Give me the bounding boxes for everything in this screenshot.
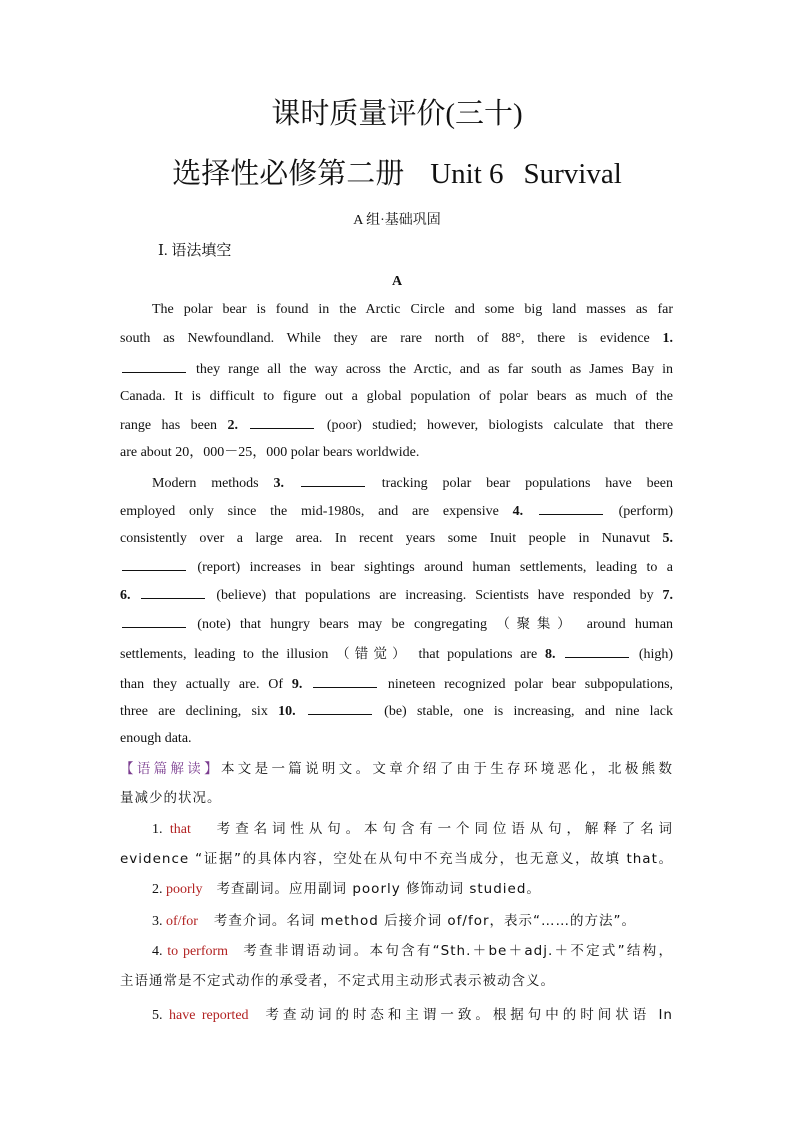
subtitle-book: 选择性必修第二册 xyxy=(172,158,405,190)
blank-4[interactable] xyxy=(539,500,603,515)
passage-line: three are declining, six 10. (be) stable, one is increasing, and nine lack xyxy=(120,700,673,723)
blank-10[interactable] xyxy=(308,700,372,715)
answer-text: poorly xyxy=(166,882,203,897)
passage-line: Modern methods 3. tracking polar bear populations have been xyxy=(120,472,673,495)
passage-line: are about 20，000－25，000 polar bears worldwide. xyxy=(120,445,420,460)
passage-line: than they actually are. Of 9. nineteen recognized polar bear subpopulations, xyxy=(120,673,673,696)
answer-item: 3. of/for 考查介词。名词 method 后接介词 of/for，表示“……的方法”。 xyxy=(152,913,637,929)
passage-line: south as Newfoundland. While they are rare north of 88°, there is evidence 1. xyxy=(120,331,673,346)
passage-line: (note) that hungry bears may be congregating （聚集） around human xyxy=(120,613,673,636)
passage-line: 6. (believe) that populations are increasing. Scientists have responded by 7. xyxy=(120,584,673,607)
blank-3[interactable] xyxy=(301,472,365,487)
page-title: 课时质量评价(三十) xyxy=(271,98,523,130)
blank-1[interactable] xyxy=(122,358,186,373)
analysis-tag: 【语篇解读】 xyxy=(120,761,221,777)
answer-item: 4. to perform 考查非谓语动词。本句含有“Sth.＋be＋adj.＋不定式”结构， xyxy=(152,943,673,959)
blank-9[interactable] xyxy=(313,673,377,688)
analysis-line: 【语篇解读】本文是一篇说明文。文章介绍了由于生存环境恶化，北极熊数 xyxy=(120,761,673,777)
answer-text: to perform xyxy=(167,944,229,959)
passage-line: range has been 2. (poor) studied; however, biologists calculate that there xyxy=(120,414,673,437)
blank-7[interactable] xyxy=(122,613,186,628)
subtitle-unit: Unit 6 xyxy=(430,158,504,190)
answer-item: 1. that 考查名词性从句。本句含有一个同位语从句，解释了名词 xyxy=(152,821,674,837)
page-subtitle xyxy=(0,152,794,196)
section-heading: Ⅰ. 语法填空 xyxy=(158,243,232,259)
passage-label: A xyxy=(391,274,403,289)
answer-item: 5. have reported 考查动词的时态和主谓一致。根据句中的时间状语 In xyxy=(152,1007,673,1023)
blank-5[interactable] xyxy=(122,556,186,571)
answer-text: of/for xyxy=(166,914,198,929)
answer-text: that xyxy=(169,822,191,837)
subtitle-unit-name: Survival xyxy=(523,158,622,190)
passage-line: consistently over a large area. In recent years some Inuit people in Nunavut 5. xyxy=(120,531,674,546)
analysis-line: 量减少的状况。 xyxy=(120,790,222,806)
group-heading: A 组·基础巩固 xyxy=(353,213,441,228)
passage-line: enough data. xyxy=(120,731,192,746)
answer-item-cont: evidence “证据”的具体内容，空处在从句中不充当成分，也无意义，故填 that。 xyxy=(120,851,673,867)
answer-text: have reported xyxy=(168,1008,249,1023)
passage-line: employed only since the mid-1980s, and are expensive 4. (perform) xyxy=(120,500,673,523)
passage-line: (report) increases in bear sightings around human settlements, leading to a xyxy=(120,556,673,579)
passage-line: Canada. It is difficult to figure out a global population of polar bears as much of the xyxy=(120,389,673,404)
passage-line: settlements, leading to the illusion （错觉） that populations are 8. (high) xyxy=(120,643,673,666)
blank-6[interactable] xyxy=(141,584,205,599)
passage-line: The polar bear is found in the Arctic Circle and some big land masses as far xyxy=(152,302,673,317)
blank-8[interactable] xyxy=(565,643,629,658)
blank-2[interactable] xyxy=(250,414,314,429)
answer-item: 2. poorly 考查副词。应用副词 poorly 修饰动词 studied。 xyxy=(152,881,541,897)
passage-line: they range all the way across the Arctic, and as far south as James Bay in xyxy=(120,358,673,381)
answer-item-cont: 主语通常是不定式动作的承受者，不定式用主动形式表示被动含义。 xyxy=(120,973,555,989)
